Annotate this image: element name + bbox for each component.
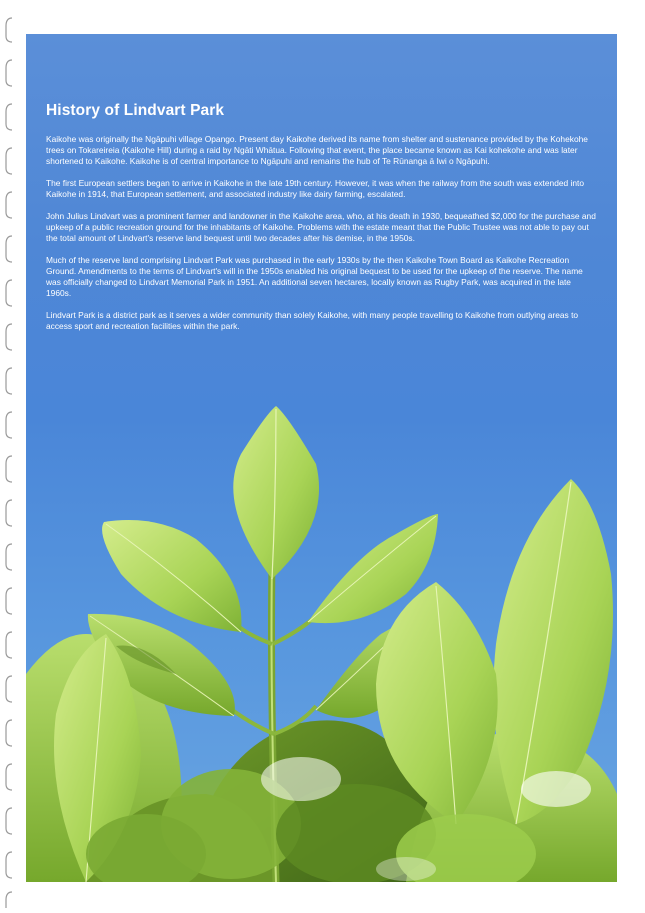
history-text bbox=[46, 102, 596, 343]
paragraph-opango: Kaikohe was originally the Ngāpuhi village Opango. Present day Kaikohe derived its name from shelter and sustenance provided by the Kohekohe trees on Tokareireia (Kaikohe Hill) during a raid by Ngāti Whātua. Following that event, the place became known as Kai kohekohe and was later shortened to Kaikohe. Kaikohe is of central importance to Ngāpuhi and remains the hub of Te Rūnanga ā Iwi o Ngāpuhi. bbox=[46, 134, 588, 166]
top-leaf bbox=[233, 406, 319, 579]
paragraph-district-park: Lindvart Park is a district park as it serves a wider community than solely Kaikohe, with many people travelling to Kaikohe from outlying areas to access sport and recreation facilities within the park. bbox=[46, 310, 579, 331]
paragraph-lindvart: John Julius Lindvart was a prominent farmer and landowner in the Kaikohe area, who, at his death in 1930, bequeathed $2,000 for the purchase and upkeep of a public recreation ground for the inhabitants of Kaikohe. Problems with the estate meant that the Public Trustee was not able to pay out the total amount of Lindvart's reserve land bequest until two decades after his demise, in the 1950s. bbox=[46, 211, 596, 243]
paragraph-settlers: The first European settlers began to arrive in Kaikohe in the late 19th century. However, it was when the railway from the south was extended into Kaikohe in 1914, that European settlement, and associated industry like dairy farming, escalated. bbox=[46, 178, 584, 199]
page-panel bbox=[26, 34, 617, 882]
upper-left-leaf bbox=[102, 520, 241, 632]
page-title: History of Lindvart Park bbox=[46, 102, 225, 119]
spiral-binding bbox=[0, 0, 22, 913]
paragraph-reserve-land: Much of the reserve land comprising Lindvart Park was purchased in the early 1930s by the then Kaikohe Town Board as Kaikohe Recreation Ground. Amendments to the terms of Lindvart's will in the 1950s enabled his original bequest to be used for the upkeep of the reserve. The name was officially changed to Lindvart Memorial Park in 1951. An additional seven hectares, locally known as Rugby Park, was acquired in the late 1960s. bbox=[46, 255, 583, 298]
